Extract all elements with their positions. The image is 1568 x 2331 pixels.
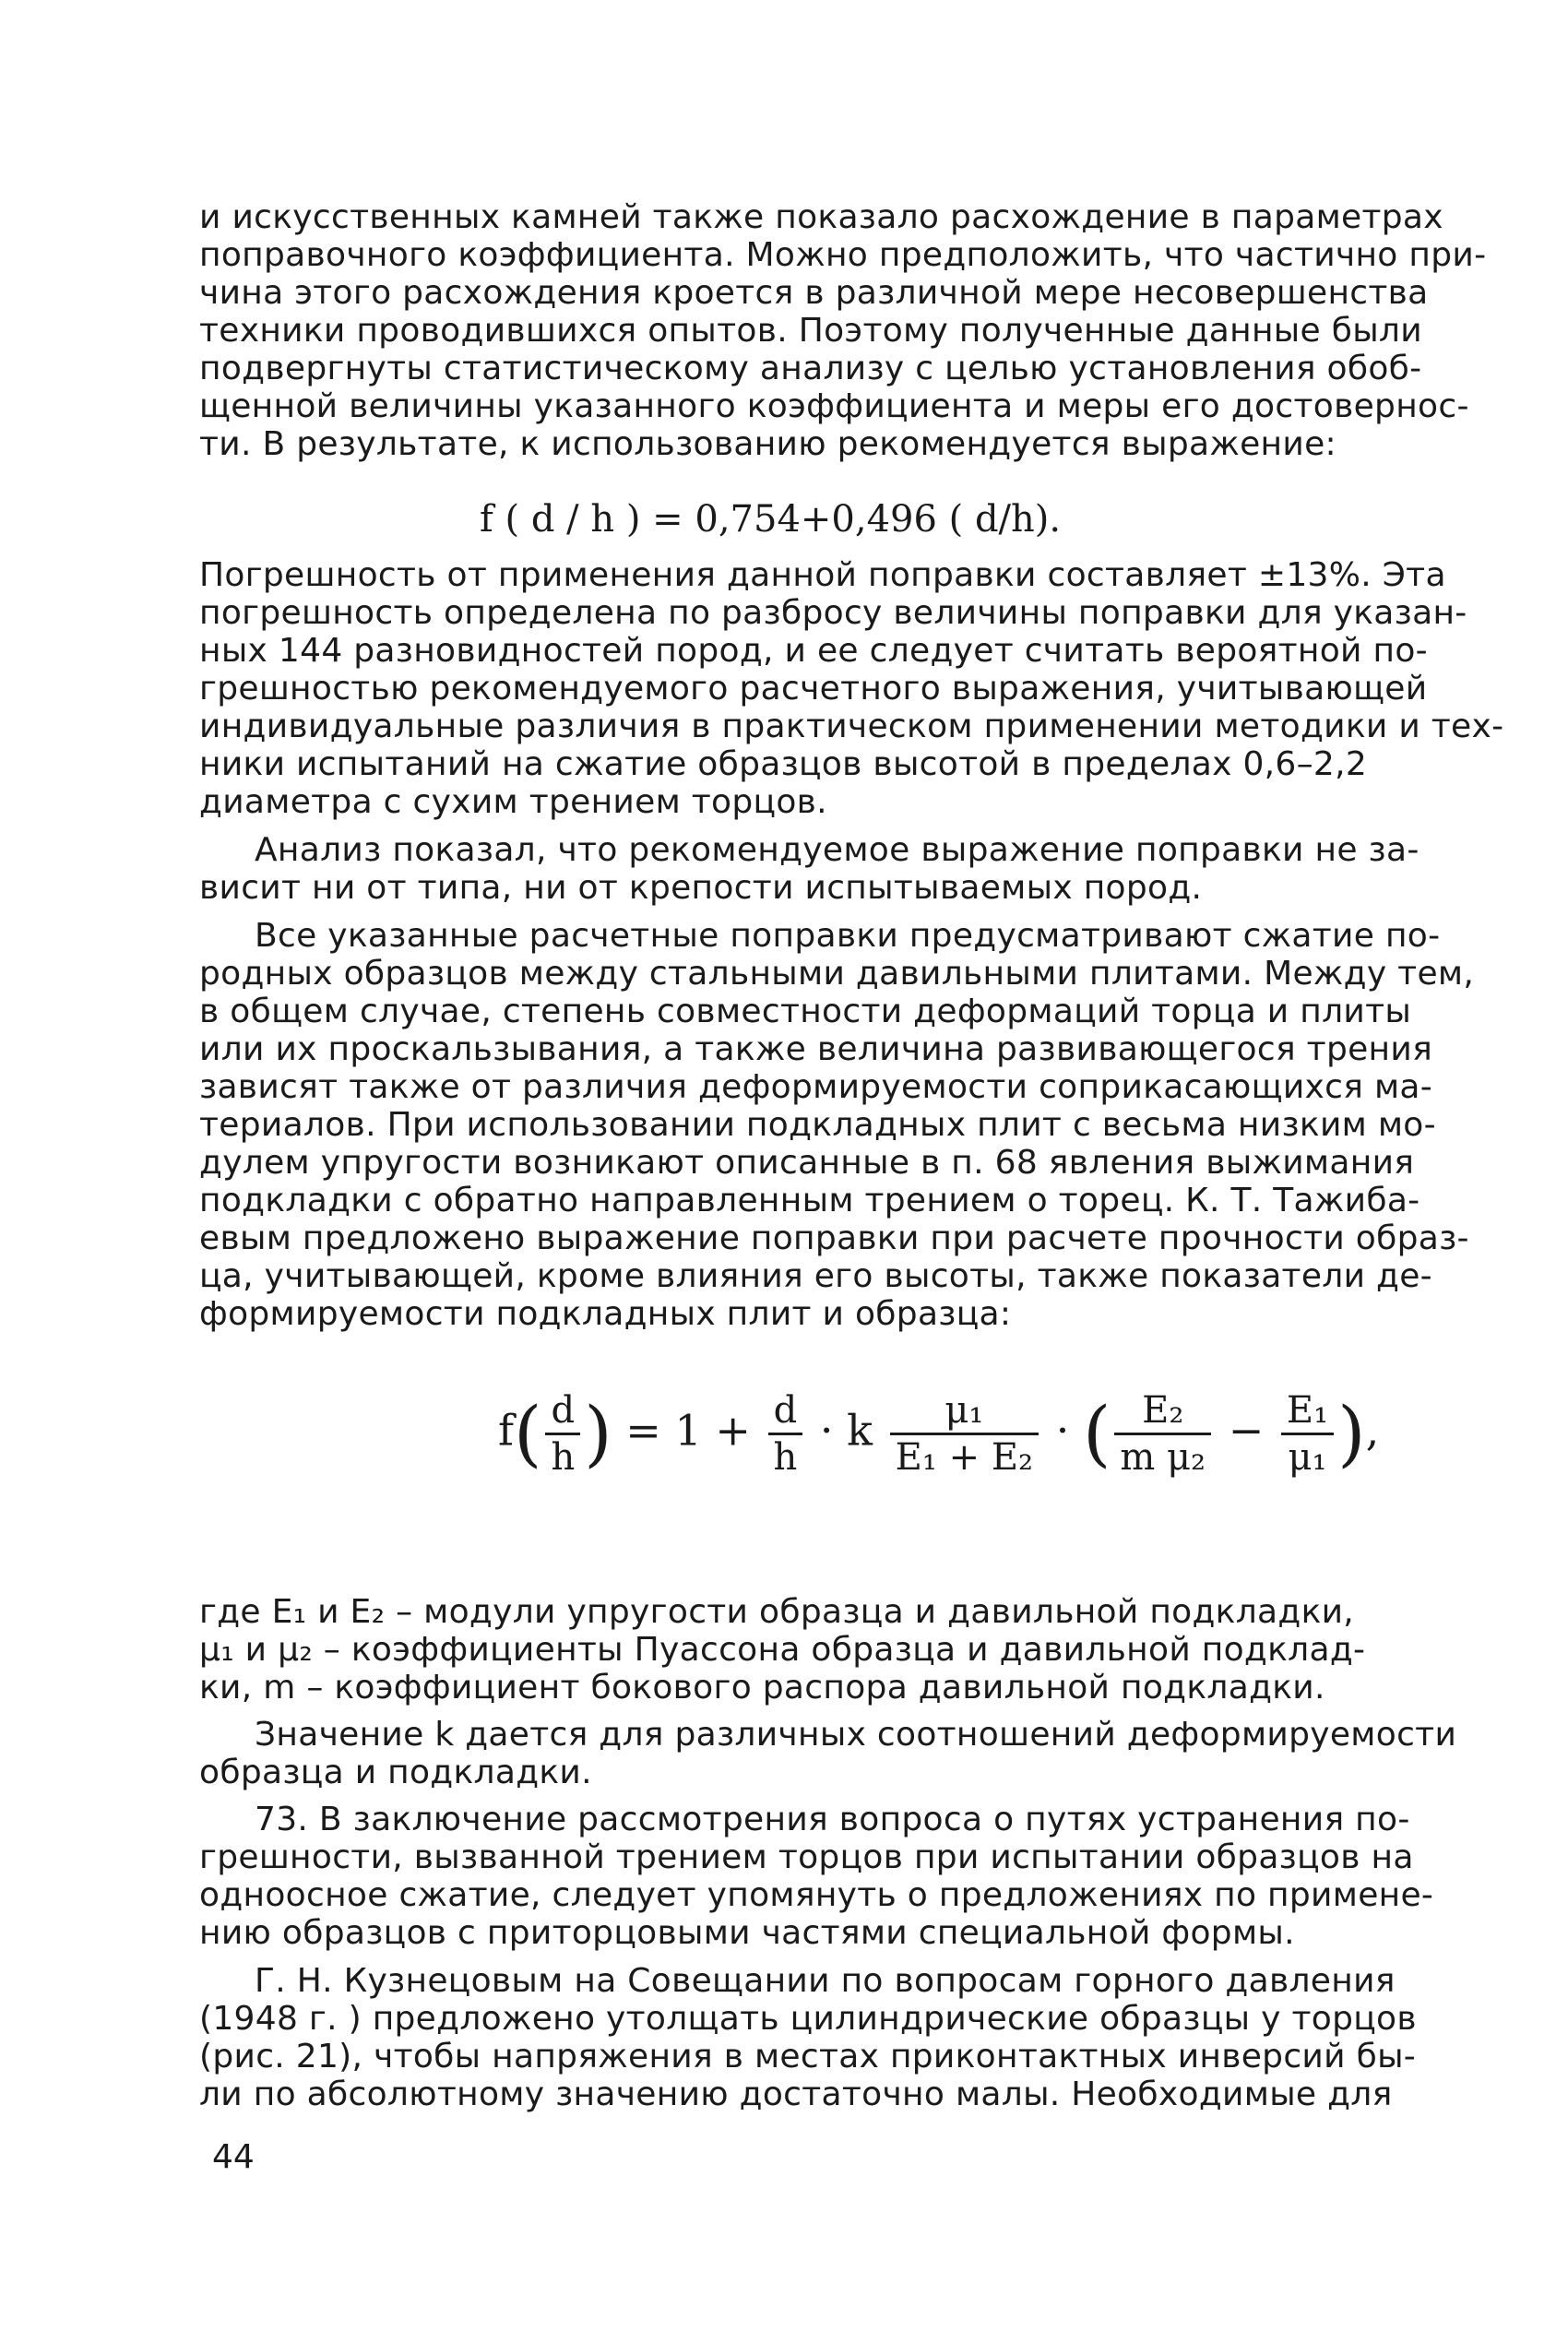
formula-correction: f ( d / h ) = 0,754+0,496 ( d/h).: [480, 498, 1062, 541]
text-line: Все указанные расчетные поправки предусматривают сжатие по-: [255, 917, 1441, 955]
text-line: грешностью рекомендуемого расчетного выражения, учитывающей: [199, 670, 1428, 708]
text-line: 73. В заключение рассмотрения вопроса о путях устранения по-: [255, 1801, 1410, 1838]
text-line: зависят также от различия деформируемости соприкасающихся ма-: [199, 1068, 1433, 1106]
fraction-e1-over-mu1: $\frac{\text{E₁}}{\text{μ₁}}$: [1281, 1388, 1334, 1480]
page-number: 44: [212, 2138, 255, 2176]
text-line: индивидуальные различия в практическом применении методики и тех-: [199, 708, 1504, 745]
formula-k: k: [847, 1405, 873, 1456]
text-line: Погрешность от применения данной поправки составляет ±13%. Эта: [199, 556, 1446, 594]
text-line: образца и подкладки.: [199, 1754, 592, 1791]
text-line: (рис. 21), чтобы напряжения в местах приконтактных инверсий бы-: [199, 2038, 1417, 2075]
text-line: поправочного коэффициента. Можно предположить, что частично при-: [199, 236, 1487, 274]
text-line: щенной величины указанного коэффициента и меры его достовернос-: [199, 387, 1469, 425]
text-line: и искусственных камней также показало расхождение в параметрах: [199, 198, 1443, 236]
text-line: родных образцов между стальными давильными плитами. Между тем,: [199, 955, 1475, 993]
text-line: в общем случае, степень совместности деформаций торца и плиты: [199, 993, 1412, 1030]
fraction-mu-over-e-sum: $\frac{\text{μ₁}}{\text{E₁ + E₂}}$: [890, 1388, 1039, 1480]
formula-tazhibaev: f( $\frac{d}{h}$ ) = 1 + $\frac{d}{h}$ · k $\frac{\text{μ₁}}{\text{E₁ + E₂}}$ · ( $\frac{\text{E₂}}{\text{m μ₂}}$ − $\frac{\text{E₁}}{\text{μ₁}}$ ),: [498, 1389, 1380, 1479]
text-line: погрешность определена по разбросу величины поправки для указан-: [199, 594, 1467, 632]
text-line: ца, учитывающей, кроме влияния его высоты, также показатели де-: [199, 1257, 1432, 1295]
text-line: ники испытаний на сжатие образцов высотой в пределах 0,6–2,2: [199, 745, 1368, 783]
text-line: дулем упругости возникают описанные в п. 68 явления выжимания: [199, 1144, 1415, 1182]
fraction-d-over-h: $\frac{d}{h}$: [545, 1388, 580, 1480]
text-line: евым предложено выражение поправки при расчете прочности образ-: [199, 1219, 1469, 1257]
text-line: чина этого расхождения кроется в различной мере несовершенства: [199, 274, 1429, 312]
text-line: нию образцов с приторцовыми частями специальной формы.: [199, 1914, 1295, 1952]
text-line: ки, m – коэффициент бокового распора давильной подкладки.: [199, 1669, 1325, 1707]
text-line: подкладки с обратно направленным трением о торец. К. Т. Тажиба-: [199, 1182, 1420, 1219]
text-line: териалов. При использовании подкладных плит с весьма низким мо-: [199, 1106, 1436, 1144]
text-line: или их проскальзывания, а также величина развивающегося трения: [199, 1030, 1433, 1068]
text-line: ти. В результате, к использованию рекомендуется выражение:: [199, 425, 1336, 463]
text-line: одноосное сжатие, следует упомянуть о предложениях по примене-: [199, 1876, 1434, 1914]
fraction-d-over-h-2: $\frac{d}{h}$: [768, 1388, 803, 1480]
text-line: (1948 г. ) предложено утолщать цилиндрические образцы у торцов: [199, 2000, 1417, 2038]
text-line: грешности, вызванной трением торцов при испытании образцов на: [199, 1838, 1414, 1876]
text-line: подвергнуты статистическому анализу с целью установления обоб-: [199, 350, 1422, 387]
text-line: ли по абсолютному значению достаточно малы. Необходимые для: [199, 2075, 1393, 2113]
text-line: формируемости подкладных плит и образца:: [199, 1295, 1012, 1333]
text-line: Значение k дается для различных соотношений деформируемости: [255, 1716, 1457, 1754]
text-line: техники проводившихся опытов. Поэтому полученные данные были: [199, 312, 1422, 350]
text-line: диаметра с сухим трением торцов.: [199, 783, 827, 821]
text-line: Г. Н. Кузнецовым на Совещании по вопросам горного давления: [255, 1962, 1396, 2000]
text-line: ных 144 разновидностей пород, и ее следует считать вероятной по-: [199, 632, 1428, 670]
text-line: μ₁ и μ₂ – коэффициенты Пуассона образца и давильной подклад-: [199, 1631, 1366, 1669]
formula-eq: = 1 +: [625, 1405, 751, 1456]
text-line: Анализ показал, что рекомендуемое выражение поправки не за-: [255, 831, 1420, 869]
fraction-e2-over-m-mu2: $\frac{\text{E₂}}{\text{m μ₂}}$: [1114, 1388, 1211, 1480]
text-line: где E₁ и E₂ – модули упругости образца и давильной подкладки,: [199, 1593, 1355, 1631]
formula-f: f: [498, 1405, 515, 1456]
text-line: висит ни от типа, ни от крепости испытываемых пород.: [199, 869, 1203, 907]
